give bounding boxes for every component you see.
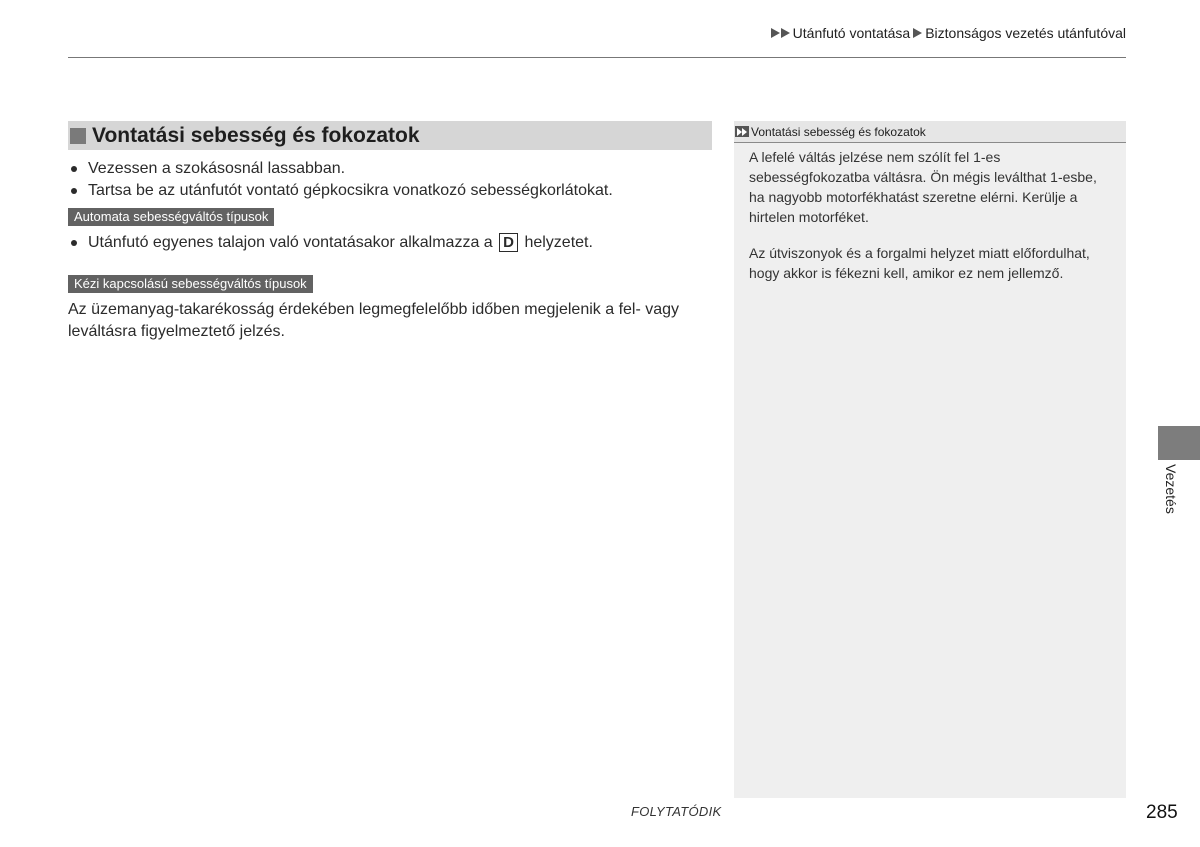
gear-d-indicator: D [499, 233, 518, 252]
breadcrumb-item-safe-driving[interactable]: Biztonságos vezetés utánfutóval [925, 25, 1126, 41]
general-bullet-list [68, 158, 708, 202]
sidebar-title: Vontatási sebesség és fokozatok [751, 124, 926, 139]
breadcrumb-item-towing[interactable]: Utánfutó vontatása [792, 25, 911, 41]
manual-transmission-tag: Kézi kapcsolású sebességváltós típusok [68, 275, 313, 293]
list-item: Vezessen a szokásosnál lassabban. [68, 158, 708, 180]
triangle-right-icon [913, 28, 922, 38]
automatic-bullet-list [68, 232, 708, 254]
triangle-right-icon [781, 28, 790, 38]
section-heading [68, 121, 712, 150]
manual-paragraph: Az üzemanyag-takarékosság érdekében legmegfelelőbb időben megjelenik a fel- vagy leváltásra figyelmeztető jelzés. [68, 301, 680, 340]
sidebar-paragraph: A lefelé váltás jelzése nem szólít fel 1-es sebességfokozatba váltásra. Ön mégis leválthat 1-esbe, ha nagyobb motorfékhatást szeretne elérni. Kerülje a hirtelen motorféket. [749, 149, 1097, 225]
automatic-text-after: helyzetet. [524, 234, 593, 251]
list-item: Tartsa be az utánfutót vontató gépkocsikra vonatkozó sebességkorlátokat. [68, 180, 708, 202]
triangle-right-icon [771, 28, 780, 38]
automatic-transmission-tag: Automata sebességváltós típusok [68, 208, 274, 226]
square-bullet-icon [70, 128, 86, 144]
sidebar-note [734, 121, 1126, 798]
section-title: Vontatási sebesség és fokozatok [92, 123, 420, 147]
page-number: 285 [1146, 802, 1178, 823]
header-divider [68, 57, 1126, 58]
continued-label: FOLYTATÓDIK [631, 804, 722, 819]
reference-arrow-icon [735, 126, 749, 137]
sidebar-header [734, 121, 1126, 143]
list-item [68, 232, 708, 254]
breadcrumb [771, 25, 1126, 41]
chapter-tab-label: Vezetés [1163, 464, 1179, 514]
sidebar-paragraph: Az útviszonyok és a forgalmi helyzet miatt előfordulhat, hogy akkor is fékezni kell, amikor ez nem jellemző. [749, 245, 1090, 281]
automatic-text-before: Utánfutó egyenes talajon való vontatásakor alkalmazza a [88, 234, 493, 251]
chapter-tab[interactable] [1158, 426, 1200, 460]
